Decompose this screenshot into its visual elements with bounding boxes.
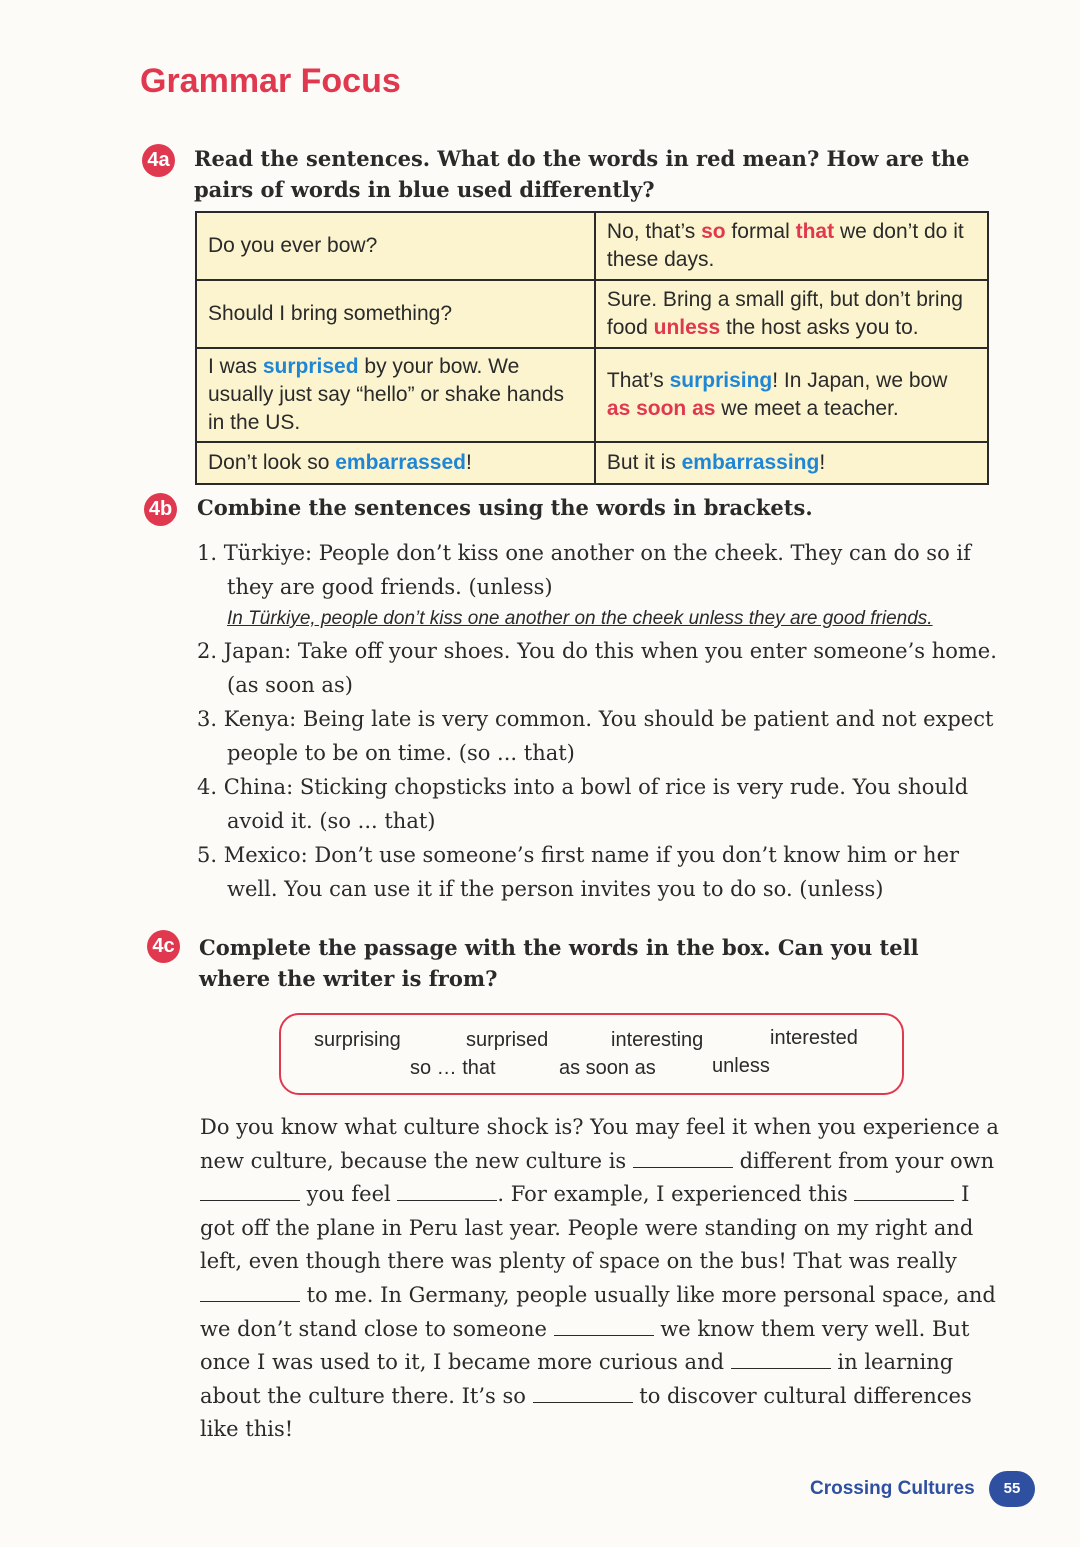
cell-text: But it is: [606, 451, 682, 474]
list-item: 2. Japan: Take off your shoes. You do this when you enter someone’s home. (as soon as): [197, 639, 997, 697]
word-option: surprising: [314, 1029, 401, 1051]
blank-3[interactable]: [397, 1180, 497, 1201]
passage-text: Do you know what culture shock is? You may feel it when you experience a new culture, because the new culture is: [200, 1115, 999, 1173]
cell-text: !: [819, 451, 826, 474]
word-option: so … that: [410, 1057, 496, 1079]
passage-text: we know them very well. But once I was used to it, I became more curious and: [200, 1316, 970, 1375]
list-item: 5. Mexico: Don’t use someone’s first name if you don’t know him or her well. You can use it if the person invites you to do so. (unless): [197, 843, 960, 901]
exercise-4a-badge: 4a: [142, 144, 175, 177]
cell-text: we meet a teacher.: [715, 397, 899, 420]
blank-2[interactable]: [200, 1180, 300, 1201]
blank-5[interactable]: [200, 1281, 300, 1302]
table-cell-response: [595, 212, 988, 280]
table-row: [196, 212, 988, 280]
list-item: 3. Kenya: Being late is very common. You should be patient and not expect people to be on time. (so ... that): [197, 707, 994, 765]
table-cell-response: [595, 348, 988, 442]
section-title: Grammar Focus: [140, 62, 401, 100]
highlight-red: as soon as: [606, 397, 716, 420]
table-cell-response: [595, 442, 988, 484]
passage-text: . For example, I experienced this: [497, 1182, 855, 1207]
exercise-4c-instruction: Complete the passage with the words in the box. Can you tell where the writer is from?: [199, 935, 919, 991]
list-item: 1. Türkiye: People don’t kiss one another on the cheek. They can do so if they are good friends. (unless): [197, 541, 971, 599]
passage-text: you feel: [300, 1182, 398, 1207]
blank-4[interactable]: [854, 1180, 954, 1201]
passage: [200, 1111, 1000, 1447]
passage-text: to discover cultural differences like this!: [200, 1383, 972, 1442]
table-cell-question: [196, 442, 595, 484]
cell-text: the host asks you to.: [720, 316, 919, 339]
blank-8[interactable]: [533, 1382, 633, 1403]
cell-text: Should I bring something?: [208, 302, 452, 325]
example-answer: In Türkiye, people don’t kiss one another on the cheek unless they are good friends.: [227, 608, 933, 629]
highlight-red: unless: [653, 316, 721, 339]
cell-text: !: [465, 451, 472, 474]
page-number: 55: [989, 1471, 1035, 1507]
cell-text: by your bow. We usually just say “hello” or shake hands in the US.: [208, 355, 565, 434]
exercise-4b-list: [197, 536, 997, 906]
table-row: [196, 280, 988, 348]
passage-text: different from your own: [732, 1148, 995, 1173]
passage-text: to me. In Germany, people usually like more personal space, and we don’t stand close to someone: [200, 1282, 996, 1341]
cell-text: Don’t look so: [208, 451, 336, 474]
cell-text: formal: [725, 220, 796, 243]
table-row: [196, 348, 988, 442]
word-option: interesting: [611, 1029, 704, 1051]
word-option: interested: [770, 1027, 858, 1049]
highlight-blue: embarrassed: [335, 451, 466, 474]
grammar-table: [195, 211, 989, 485]
cell-text: That’s: [606, 369, 670, 392]
word-option: unless: [712, 1055, 770, 1077]
cell-text: Do you ever bow?: [208, 234, 378, 257]
table-cell-question: [196, 348, 595, 442]
exercise-4c-badge: 4c: [147, 930, 180, 963]
exercise-4a-instruction: Read the sentences. What do the words in red mean? How are the pairs of words in blue used differently?: [194, 146, 970, 202]
cell-text: we don’t do it these days.: [606, 220, 964, 271]
blank-7[interactable]: [731, 1348, 831, 1369]
exercise-4b-instruction: Combine the sentences using the words in brackets.: [197, 495, 813, 520]
unit-title: Crossing Cultures: [810, 1478, 975, 1499]
table-cell-question: [196, 212, 595, 280]
highlight-blue: embarrassing: [681, 451, 820, 474]
highlight-blue: surprising: [669, 369, 773, 392]
highlight-red: so: [701, 220, 726, 243]
highlight-red: that: [795, 220, 835, 243]
passage-text: in learning about the culture there. It’s so: [200, 1350, 954, 1408]
cell-text: Sure. Bring a small gift, but don’t bring food: [606, 288, 963, 339]
cell-text: I was: [208, 355, 263, 378]
word-option: surprised: [466, 1029, 549, 1051]
table-cell-question: [196, 280, 595, 348]
cell-text: No, that’s: [606, 220, 702, 243]
exercise-4b-badge: 4b: [144, 493, 177, 526]
blank-1[interactable]: [633, 1147, 733, 1168]
table-cell-response: [595, 280, 988, 348]
cell-text: ! In Japan, we bow: [772, 369, 948, 392]
blank-6[interactable]: [554, 1315, 654, 1336]
word-option: as soon as: [559, 1057, 656, 1079]
highlight-blue: surprised: [262, 355, 359, 378]
list-item: 4. China: Sticking chopsticks into a bowl of rice is very rude. You should avoid it. (so ... that): [197, 775, 969, 833]
passage-text: I got off the plane in Peru last year. People were standing on my right and left, even though there was plenty of space on the bus! That was really: [200, 1182, 974, 1274]
table-row: [196, 442, 988, 484]
word-box: [279, 1013, 904, 1095]
